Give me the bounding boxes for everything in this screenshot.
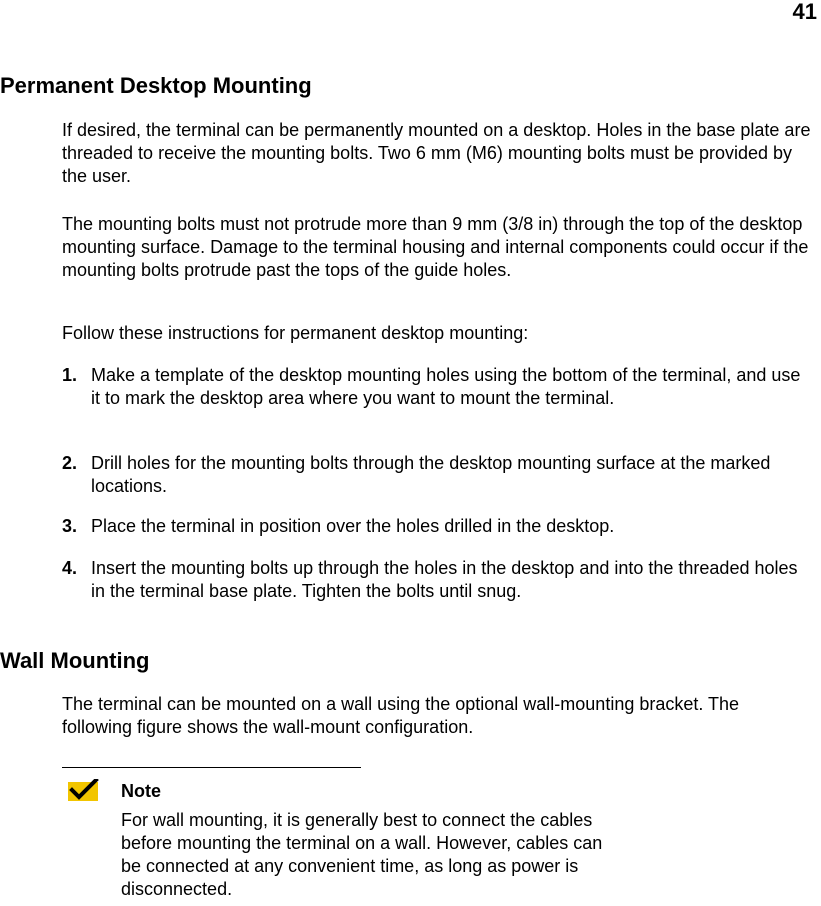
step-number: 1. [62,365,78,385]
note-divider [62,767,361,768]
step-number: 4. [62,558,78,578]
paragraph-wall-intro: The terminal can be mounted on a wall using the optional wall-mounting bracket. The following figure shows the wall-mount configuration. [62,694,740,737]
step-item [62,452,812,498]
page-number: 41 [792,0,817,24]
step-number: 3. [62,516,78,536]
checkmark-icon [68,779,100,801]
note-label: Note [121,781,161,801]
step-text: Drill holes for the mounting bolts through the desktop mounting surface at the marked locations. [91,453,771,496]
step-text: Make a template of the desktop mounting holes using the bottom of the terminal, and use it to mark the desktop area where you want to mount the terminal. [91,365,801,408]
note-text: For wall mounting, it is generally best to connect the cables before mounting the terminal on a wall. However, cables can be connected at any convenient time, as long as power is disconnected. [121,810,603,899]
step-item [62,515,812,538]
section-title-desktop-mounting: Permanent Desktop Mounting [0,73,312,98]
paragraph-instructions-lead: Follow these instructions for permanent desktop mounting: [62,323,529,343]
paragraph-bolt-warning: The mounting bolts must not protrude more than 9 mm (3/8 in) through the top of the desktop mounting surface. Damage to the terminal housing and internal components could occur if the mounting bolts protrude past the tops of the guide holes. [62,214,809,280]
step-text: Place the terminal in position over the holes drilled in the desktop. [91,516,615,536]
step-item [62,557,812,603]
step-item [62,364,812,410]
step-text: Insert the mounting bolts up through the holes in the desktop and into the threaded holes in the terminal base plate. Tighten the bolts until snug. [91,558,798,601]
paragraph-desktop-intro: If desired, the terminal can be permanently mounted on a desktop. Holes in the base plate are threaded to receive the mounting bolts. Two 6 mm (M6) mounting bolts must be provided by the user. [62,120,811,186]
section-title-wall-mounting: Wall Mounting [0,648,150,673]
step-number: 2. [62,453,78,473]
